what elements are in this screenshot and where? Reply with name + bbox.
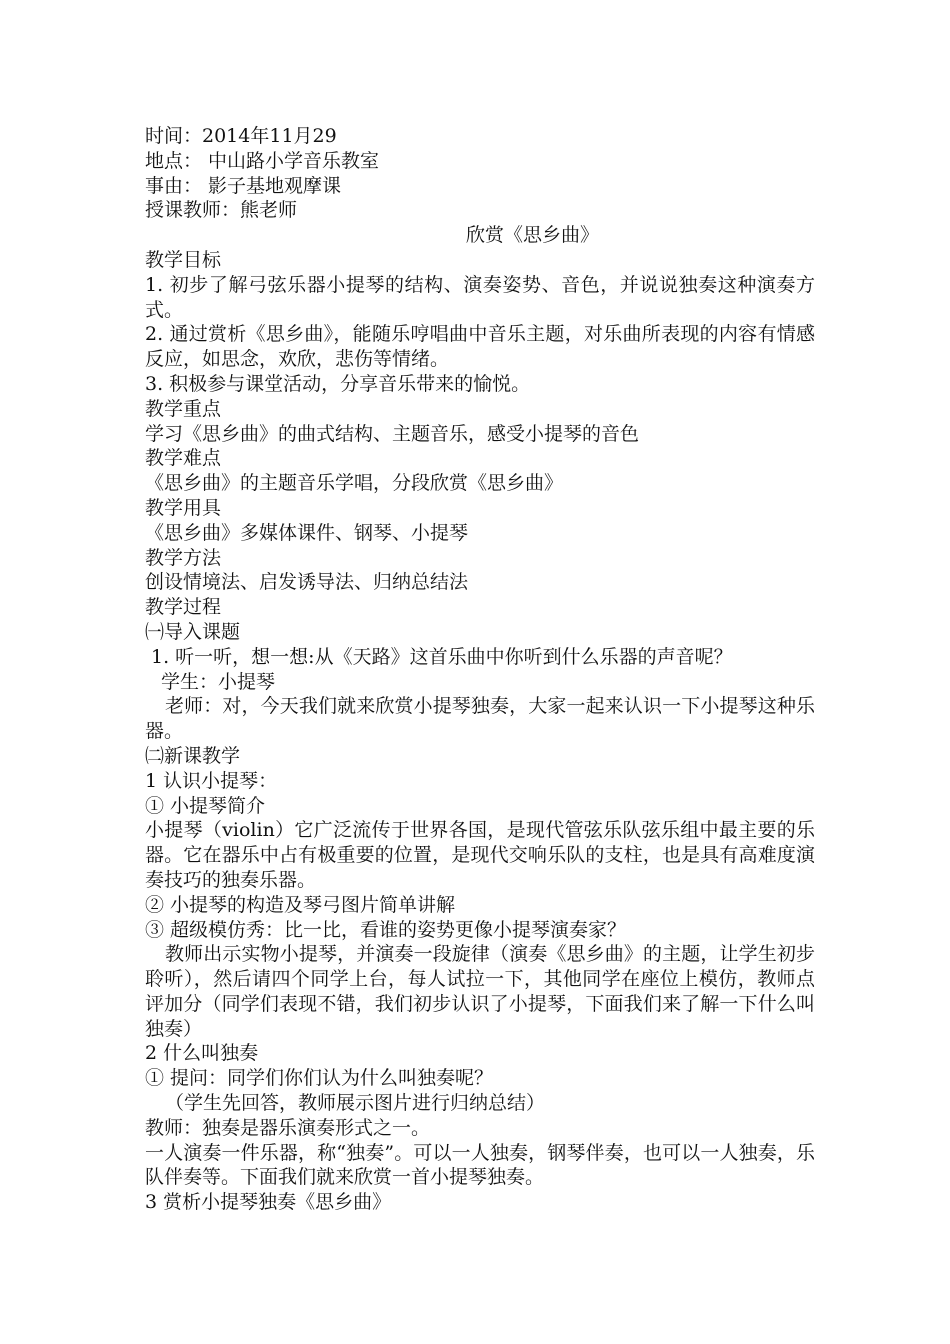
violin-structure-item: ② 小提琴的构造及琴弓图片简单讲解 (145, 893, 456, 916)
key-points-text: 学习《思乡曲》的曲式结构、主题音乐，感受小提琴的音色 (145, 422, 640, 445)
subsection-1: 1 认识小提琴： (145, 769, 278, 792)
violin-intro-text: 小提琴（violin）它广泛流传于世界各国，是现代管弦乐队弦乐组中最主要的乐器。它在器乐中占有极重要的位置，是现代交响乐队的支柱，也是具有高难度演奏技巧的独奏乐器。 (145, 819, 815, 891)
teacher-solo-def: 教师：独奏是器乐演奏形式之一。 (145, 1116, 431, 1139)
goal-item-1: 1. 初步了解弓弦乐器小提琴的结构、演奏姿势、音色，并说说独奏这种演奏方式。 (145, 273, 815, 321)
header-reason: 事由： 影子基地观摩课 (145, 174, 342, 197)
process-part-1: ㈠导入课题 (145, 620, 241, 643)
student-answer: 学生：小提琴 (161, 670, 276, 693)
subsection-3: 3 赏析小提琴独奏《思乡曲》 (145, 1191, 392, 1214)
violin-intro-heading: ① 小提琴简介 (145, 794, 266, 817)
section-heading-difficulties: 教学难点 (145, 447, 222, 470)
header-place: 地点： 中山路小学音乐教室 (145, 149, 380, 172)
document-page (145, 124, 815, 1215)
header-time: 时间：2014年11月29 (145, 125, 337, 147)
teacher-demo-text: 教师出示实物小提琴，并演奏一段旋律（演奏《思乡曲》的主题，让学生初步聆听），然后请四个同学上台，每人试拉一下，其他同学在座位上模仿，教师点评加分（同学们表现不错，我们初步认识了小提琴，下面我们来了解一下什么叫独奏） (145, 943, 815, 1040)
process-part-2: ㈡新课教学 (145, 744, 241, 767)
section-heading-goals: 教学目标 (145, 248, 222, 271)
methods-text: 创设情境法、启发诱导法、归纳总结法 (145, 571, 469, 594)
subsection-2: 2 什么叫独奏 (145, 1042, 259, 1065)
section-heading-methods: 教学方法 (145, 546, 222, 569)
section-heading-process: 教学过程 (145, 596, 222, 619)
materials-text: 《思乡曲》多媒体课件、钢琴、小提琴 (145, 521, 469, 544)
solo-explanation: 一人演奏一件乐器，称“独奏”。可以一人独奏，钢琴伴奏，也可以一人独奏，乐队伴奏等。下面我们就来欣赏一首小提琴独奏。 (145, 1141, 815, 1189)
teacher-response: 老师：对，今天我们就来欣赏小提琴独奏，大家一起来认识一下小提琴这种乐器。 (145, 695, 815, 743)
goal-item-3: 3. 积极参与课堂活动，分享音乐带来的愉悦。 (145, 372, 531, 395)
imitation-show-item: ③ 超级模仿秀：比一比，看谁的姿势更像小提琴演奏家？ (145, 918, 627, 941)
section-heading-materials: 教学用具 (145, 496, 222, 519)
lesson-title: 欣赏《思乡曲》 (465, 224, 599, 247)
section-heading-key-points: 教学重点 (145, 397, 222, 420)
header-teacher: 授课教师：熊老师 (145, 199, 298, 222)
goal-item-2: 2. 通过赏析《思乡曲》，能随乐哼唱曲中音乐主题，对乐曲所表现的内容有情感反应，如思念，欢欣，悲伤等情绪。 (145, 323, 815, 371)
difficulties-text: 《思乡曲》的主题音乐学唱，分段欣赏《思乡曲》 (145, 472, 564, 495)
process-question: 1. 听一听，想一想:从《天路》这首乐曲中你听到什么乐器的声音呢？ (151, 645, 733, 668)
solo-question: ① 提问：同学们你们认为什么叫独奏呢？ (145, 1067, 494, 1090)
student-answer-note: （学生先回答，教师展示图片进行归纳总结） (165, 1092, 546, 1115)
